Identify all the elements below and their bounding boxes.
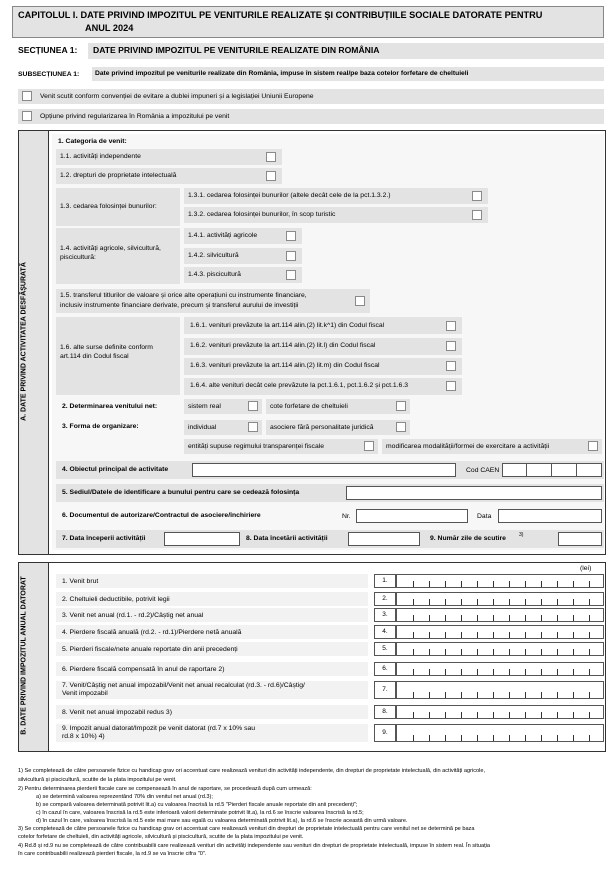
digit-separator — [557, 649, 558, 655]
cote-label: cote forfetare de cheltuieli — [270, 403, 348, 410]
doc-data-input[interactable] — [498, 509, 602, 523]
option-regularizare-checkbox[interactable] — [22, 111, 32, 121]
digit-separator — [477, 669, 478, 675]
subsection-label: SUBSECȚIUNEA 1: — [18, 71, 80, 78]
entitati-checkbox[interactable] — [364, 441, 374, 451]
digit-separator — [493, 599, 494, 605]
caen-label: Cod CAEN — [466, 467, 500, 474]
digit-separator — [525, 615, 526, 621]
digit-separator — [589, 581, 590, 587]
digit-separator — [589, 712, 590, 718]
b-row-label: 3. Venit net anual (rd.1. - rd.2)/Câștig net anual — [62, 612, 204, 619]
footnote-line: 1) Se completează de către persoanele fizice cu handicap grav ori accentuat care realizează venituri din activități independente, din drepturi de proprietate intelectuală, din activități agricole, — [18, 768, 486, 774]
digit-separator — [429, 669, 430, 675]
b-row-number: 9. — [374, 724, 396, 742]
digit-separator — [445, 632, 446, 638]
b-row-amount-input[interactable] — [396, 592, 604, 606]
det-label: 2. Determinarea venitului net: — [62, 403, 158, 410]
digit-separator — [461, 712, 462, 718]
digit-separator — [461, 692, 462, 698]
digit-separator — [445, 615, 446, 621]
digit-separator — [429, 581, 430, 587]
digit-separator — [493, 712, 494, 718]
c143-label: 1.4.3. piscicultură — [188, 271, 241, 278]
unit-label: (lei) — [580, 565, 592, 572]
b-row-label: 7. Venit/Câștig net anual impozabil/Venit net anual recalculat (rd.3. - rd.6)/Câștig/ — [62, 682, 305, 689]
b-row-label: 9. Impozit anual datorat/Impozit pe venit datorat (rd.7 x 10% sau — [62, 725, 256, 732]
b-row-number: 3. — [374, 608, 396, 622]
digit-separator — [477, 649, 478, 655]
b-row-amount-input[interactable] — [396, 681, 604, 699]
digit-separator — [509, 581, 510, 587]
digit-separator — [573, 599, 574, 605]
c15-label-b: inclusiv instrumente financiare derivate, precum și transferul aurului de investiții — [60, 302, 299, 309]
digit-separator — [557, 692, 558, 698]
b-row-amount-input[interactable] — [396, 662, 604, 676]
footnote-line: 4) Rd.8 și rd.9 nu se completează de către contribuabilii care realizează venituri din activități independente sau venituri din drepturi de proprietate intelectuală, impuse în sistem real. În situația — [18, 843, 490, 849]
c15-label-a: 1.5. transferul titlurilor de valoare și orice alte operațiuni cu instrumente financiare, — [60, 292, 307, 299]
footnote-line: 3) Se completează de către persoanele fizice cu handicap grav ori accentuat care realizează venituri din drepturi de proprietate intelectuală pentru care venitul net se determină pe baza — [18, 826, 475, 832]
digit-separator — [541, 649, 542, 655]
b-row-amount-input[interactable] — [396, 724, 604, 742]
b-row-number: 4. — [374, 625, 396, 639]
digit-separator — [509, 735, 510, 741]
b-row-label: 8. Venit net anual impozabil redus 3) — [62, 709, 172, 716]
digit-separator — [461, 581, 462, 587]
caen-divider — [526, 463, 527, 477]
b-row-number: 6. — [374, 662, 396, 676]
zile-sup: 3) — [519, 532, 524, 538]
digit-separator — [477, 735, 478, 741]
c11-label: 1.1. activități independente — [60, 153, 141, 160]
b-row-label: 5. Pierderi fiscale/nete anuale reportate din anii precedenți — [62, 646, 238, 653]
digit-separator — [557, 735, 558, 741]
c142-checkbox[interactable] — [286, 251, 296, 261]
zile-input[interactable] — [558, 532, 602, 546]
digit-separator — [589, 615, 590, 621]
zile-label: 9. Număr zile de scutire — [430, 535, 506, 542]
digit-separator — [541, 599, 542, 605]
digit-separator — [461, 632, 462, 638]
digit-separator — [413, 581, 414, 587]
digit-separator — [445, 712, 446, 718]
digit-separator — [525, 692, 526, 698]
digit-separator — [445, 581, 446, 587]
option-scutit-checkbox[interactable] — [22, 91, 32, 101]
doc-data-label: Data — [477, 513, 492, 520]
chapter-title-line1: CAPITOLUL I. DATE PRIVIND IMPOZITUL PE VENITURILE REALIZATE ȘI CONTRIBUȚIILE SOCIALE DATORATE PENTRU — [18, 10, 543, 20]
digit-separator — [477, 692, 478, 698]
digit-separator — [509, 692, 510, 698]
digit-separator — [557, 599, 558, 605]
section-b-side-title: B. DATE PRIVIND IMPOZITUL ANUAL DATORAT — [20, 576, 28, 735]
footnote-line: în care contribuabilii realizează pierderi fiscale, la rd.9 se va înscrie cifra "0". — [18, 851, 207, 857]
entitati-label: entități supuse regimului transparenței fiscale — [188, 443, 325, 450]
digit-separator — [413, 735, 414, 741]
c16-label-b: art.114 din Codul fiscal — [60, 353, 129, 360]
caen-input[interactable] — [502, 463, 602, 477]
c141-label: 1.4.1. activități agricole — [188, 232, 258, 239]
c132-label: 1.3.2. cedarea folosinței bunurilor, în scop turistic — [188, 211, 336, 218]
digit-separator — [525, 712, 526, 718]
individual-label: individual — [188, 424, 217, 431]
digit-separator — [525, 735, 526, 741]
b-row-amount-input[interactable] — [396, 705, 604, 719]
b-row-number: 8. — [374, 705, 396, 719]
digit-separator — [493, 649, 494, 655]
obiect-label: 4. Obiectul principal de activitate — [62, 466, 169, 473]
c11-checkbox[interactable] — [266, 152, 276, 162]
digit-separator — [525, 581, 526, 587]
digit-separator — [493, 692, 494, 698]
inceput-label: 7. Data începerii activității — [62, 535, 146, 542]
b-row-amount-input[interactable] — [396, 625, 604, 639]
digit-separator — [509, 712, 510, 718]
b-row-amount-input[interactable] — [396, 608, 604, 622]
c164-checkbox[interactable] — [446, 381, 456, 391]
digit-separator — [525, 599, 526, 605]
c143-checkbox[interactable] — [286, 270, 296, 280]
obiect-input[interactable] — [192, 463, 456, 477]
forma-label: 3. Forma de organizare: — [62, 423, 139, 430]
c161-checkbox[interactable] — [446, 321, 456, 331]
sistem-label: sistem real — [188, 403, 221, 410]
c162-label: 1.6.2. venituri prevăzute la art.114 alin.(2) lit.l) din Codul fiscal — [190, 342, 376, 349]
b-row-number: 5. — [374, 642, 396, 656]
c163-label: 1.6.3. venituri prevăzute la art.114 alin.(2) lit.m) din Codul fiscal — [190, 362, 380, 369]
digit-separator — [557, 669, 558, 675]
digit-separator — [477, 632, 478, 638]
cote-checkbox[interactable] — [396, 401, 406, 411]
option-scutit-label: Venit scutit conform convenției de evitare a dublei impuneri și a legislației Uniunii Europene — [40, 93, 314, 100]
digit-separator — [573, 692, 574, 698]
digit-separator — [461, 649, 462, 655]
digit-separator — [525, 632, 526, 638]
b-row-number: 1. — [374, 574, 396, 588]
digit-separator — [541, 712, 542, 718]
subsection-title: Date privind impozitul pe veniturile realizate din România, impuse în sistem real/pe baza cotelor forfetare de cheltuieli — [95, 70, 469, 77]
incetare-label: 8. Data încetării activității — [246, 535, 328, 542]
digit-separator — [477, 581, 478, 587]
digit-separator — [589, 735, 590, 741]
digit-separator — [445, 735, 446, 741]
cat-title: 1. Categoria de venit: — [58, 138, 127, 145]
digit-separator — [573, 649, 574, 655]
b-row-number: 2. — [374, 592, 396, 606]
doc-nr-label: Nr. — [342, 513, 351, 520]
digit-separator — [541, 615, 542, 621]
doc-label: 6. Documentul de autorizare/Contractul de asociere/închiriere — [62, 512, 261, 519]
digit-separator — [461, 615, 462, 621]
digit-separator — [541, 581, 542, 587]
option-regularizare-label: Opțiune privind regularizarea în România a impozitului pe venit — [40, 113, 230, 120]
c12-label: 1.2. drepturi de proprietate intelectuală — [60, 172, 177, 179]
footnote-line: a) se determină valoarea reprezentând 70% din venitul net anual (rd.3); — [36, 794, 213, 800]
digit-separator — [589, 632, 590, 638]
asociere-checkbox[interactable] — [396, 422, 406, 432]
footnote-line: d) în cazul în care, valoarea înscrisă la rd.5 este mai mare sau egală cu valoarea determinată potrivit lit.a), la rd.6 se înscrie această din urmă valoare. — [36, 818, 408, 824]
digit-separator — [509, 649, 510, 655]
modif-label: modificarea modalității/formei de exercitare a activității — [386, 443, 550, 450]
digit-separator — [445, 649, 446, 655]
incetare-input[interactable] — [348, 532, 420, 546]
digit-separator — [573, 615, 574, 621]
digit-separator — [573, 669, 574, 675]
c132-checkbox[interactable] — [472, 210, 482, 220]
c164-label: 1.6.4. alte venituri decât cele prevăzute la pct.1.6.1, pct.1.6.2 și pct.1.6.3 — [190, 382, 409, 389]
digit-separator — [429, 599, 430, 605]
b-row-label: 6. Pierdere fiscală compensată în anul de raportare 2) — [62, 666, 225, 673]
sediu-input[interactable] — [346, 486, 602, 500]
individual-checkbox[interactable] — [248, 422, 258, 432]
c16-label-a: 1.6. alte surse definite conform — [60, 344, 153, 351]
digit-separator — [541, 669, 542, 675]
b-row — [56, 574, 368, 588]
c142-label: 1.4.2. silvicultură — [188, 252, 239, 259]
digit-separator — [509, 632, 510, 638]
b-row-label-2: Venit impozabil — [62, 690, 108, 697]
inceput-input[interactable] — [164, 532, 240, 546]
b-row-amount-input[interactable] — [396, 642, 604, 656]
b-row-label-2: rd.8 x 10%) 4) — [62, 733, 105, 740]
digit-separator — [589, 692, 590, 698]
digit-separator — [573, 581, 574, 587]
digit-separator — [429, 615, 430, 621]
c131-label: 1.3.1. cedarea folosinței bunurilor (altele decât cele de la pct.1.3.2.) — [188, 192, 391, 199]
doc-nr-input[interactable] — [356, 509, 468, 523]
digit-separator — [429, 692, 430, 698]
digit-separator — [429, 649, 430, 655]
c14-label-b: piscicultură: — [60, 254, 96, 261]
section-title: DATE PRIVIND IMPOZITUL PE VENITURILE REALIZATE DIN ROMÂNIA — [93, 45, 380, 55]
b-row-label: 2. Cheltuieli deductibile, potrivit legii — [62, 596, 170, 603]
digit-separator — [541, 632, 542, 638]
c141-checkbox[interactable] — [286, 231, 296, 241]
asociere-label: asociere fără personalitate juridică — [270, 424, 374, 431]
digit-separator — [477, 599, 478, 605]
c12-checkbox[interactable] — [266, 171, 276, 181]
b-row-amount-input[interactable] — [396, 574, 604, 588]
digit-separator — [573, 712, 574, 718]
digit-separator — [413, 615, 414, 621]
footnote-line: 2) Pentru determinarea pierderii fiscale care se compensează în anul de raportare, se procedează după cum urmează: — [18, 786, 312, 792]
digit-separator — [413, 712, 414, 718]
footnote-line: cotelor forfetare de cheltuieli, din activități agricole, silvicultură și piscicultură, scutite de la plata impozitului pe venit. — [18, 834, 304, 840]
digit-separator — [445, 669, 446, 675]
b-row-label: 4. Pierdere fiscală anuală (rd.2. - rd.1)/Pierdere netă anuală — [62, 629, 242, 636]
chapter-title-line2: ANUL 2024 — [85, 23, 134, 33]
c163-checkbox[interactable] — [446, 361, 456, 371]
footnote-line: b) se compară valoarea determinată potrivit lit.a) cu valoarea înscrisă la rd.5 "Pierderi fiscale anuale reportate din anii precedenți"; — [36, 802, 358, 808]
digit-separator — [557, 581, 558, 587]
footnote-line: c) în cazul în care, valoarea înscrisă la rd.5 este inferioară valorii determinate potrivit lit.a), la rd.6 se înscrie valoarea înscrisă la rd.5; — [36, 810, 364, 816]
digit-separator — [493, 735, 494, 741]
digit-separator — [413, 649, 414, 655]
digit-separator — [429, 735, 430, 741]
sistem-checkbox[interactable] — [248, 401, 258, 411]
digit-separator — [589, 669, 590, 675]
caen-divider — [551, 463, 552, 477]
digit-separator — [589, 599, 590, 605]
digit-separator — [477, 712, 478, 718]
digit-separator — [541, 692, 542, 698]
digit-separator — [461, 735, 462, 741]
c13-label: 1.3. cedarea folosinței bunurilor: — [60, 203, 157, 210]
c131-checkbox[interactable] — [472, 191, 482, 201]
digit-separator — [525, 649, 526, 655]
digit-separator — [429, 712, 430, 718]
digit-separator — [493, 669, 494, 675]
modif-checkbox[interactable] — [588, 441, 598, 451]
digit-separator — [413, 599, 414, 605]
digit-separator — [573, 735, 574, 741]
digit-separator — [413, 669, 414, 675]
digit-separator — [413, 632, 414, 638]
digit-separator — [429, 632, 430, 638]
digit-separator — [509, 599, 510, 605]
footnote-line: silvicultură și piscicultură, scutite de la plata impozitului pe venit. — [18, 777, 177, 783]
digit-separator — [509, 669, 510, 675]
digit-separator — [493, 581, 494, 587]
digit-separator — [509, 615, 510, 621]
c161-label: 1.6.1. venituri prevăzute la art.114 alin.(2) lit.k^1) din Codul fiscal — [190, 322, 385, 329]
digit-separator — [445, 599, 446, 605]
c15-checkbox[interactable] — [355, 296, 365, 306]
b-row-label: 1. Venit brut — [62, 578, 99, 585]
section-a-side-title: A. DATE PRIVIND ACTIVITATEA DESFĂȘURATĂ — [20, 262, 28, 421]
digit-separator — [557, 615, 558, 621]
digit-separator — [413, 692, 414, 698]
digit-separator — [461, 599, 462, 605]
digit-separator — [541, 735, 542, 741]
digit-separator — [493, 632, 494, 638]
digit-separator — [461, 669, 462, 675]
digit-separator — [493, 615, 494, 621]
b-row-number: 7. — [374, 681, 396, 699]
digit-separator — [589, 649, 590, 655]
digit-separator — [557, 712, 558, 718]
sediu-label: 5. Sediul/Datele de identificare a bunului pentru care se cedează folosința — [62, 489, 300, 496]
digit-separator — [525, 669, 526, 675]
c14-label-a: 1.4. activități agricole, silvicultură, — [60, 245, 161, 252]
digit-separator — [557, 632, 558, 638]
digit-separator — [573, 632, 574, 638]
digit-separator — [477, 615, 478, 621]
c162-checkbox[interactable] — [446, 341, 456, 351]
digit-separator — [445, 692, 446, 698]
section-label: SECȚIUNEA 1: — [18, 45, 78, 55]
caen-divider — [576, 463, 577, 477]
